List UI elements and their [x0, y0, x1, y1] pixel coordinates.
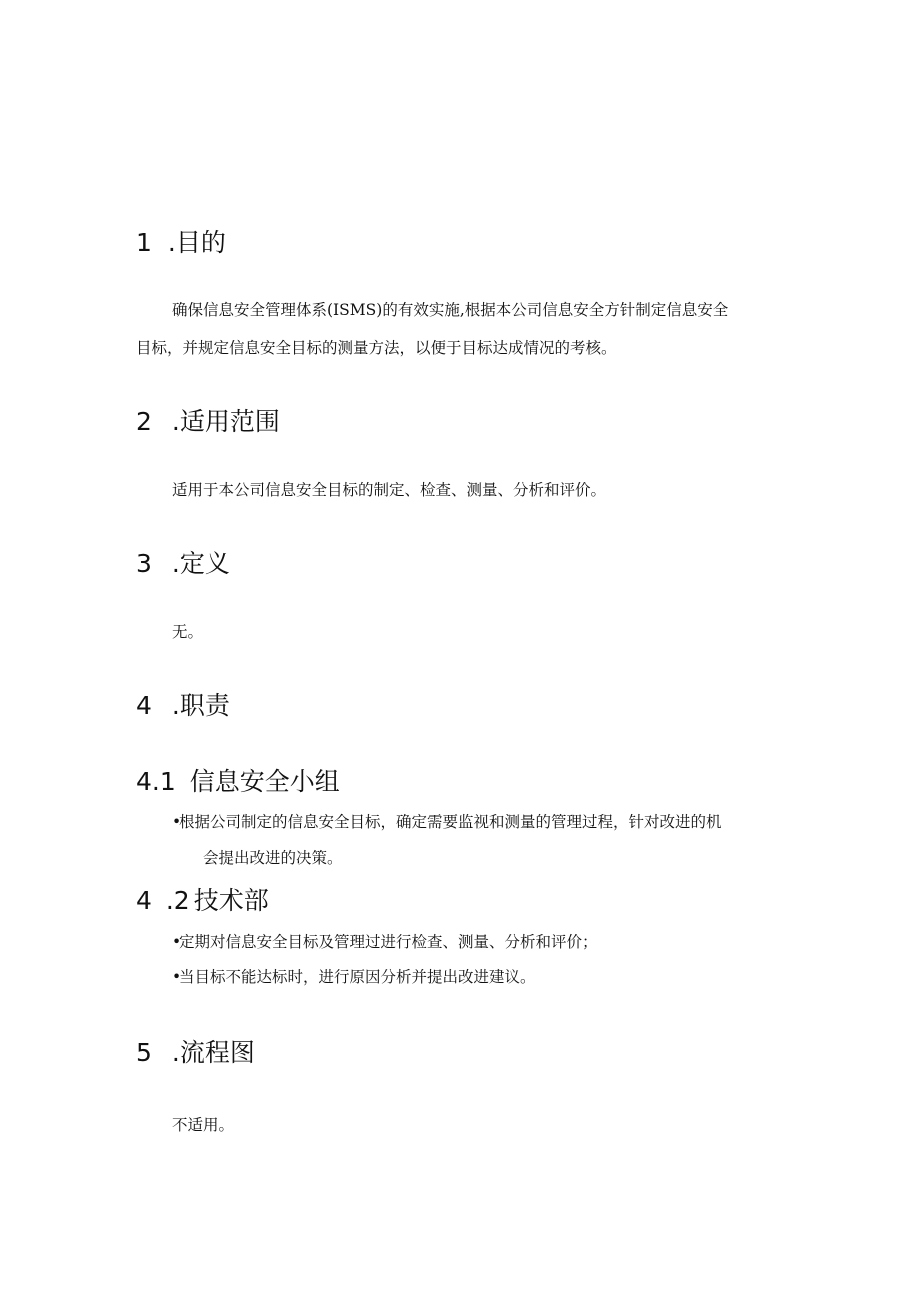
flowchart-paragraph: 不适用。 [172, 1116, 235, 1134]
bullet-text: 当目标不能达标时，进行原因分析并提出改进建议。 [179, 968, 536, 986]
security-group-bullet-continuation: 会提出改进的决策。 [203, 849, 343, 867]
subsection-number: 4 [136, 886, 152, 915]
section-title: 适用范围 [179, 407, 280, 436]
section-number: 3 [136, 549, 152, 578]
section-title: 定义 [179, 549, 230, 578]
section-heading-flowchart [136, 1038, 255, 1068]
section-number: 4 [136, 691, 152, 720]
purpose-paragraph-line-2: 目标，并规定信息安全目标的测量方法，以便于目标达成情况的考核。 [136, 339, 617, 357]
section-number: 5 [136, 1038, 152, 1067]
subsection-number: 4.1 [136, 767, 176, 796]
subsection-title: 技术部 [193, 886, 269, 915]
tech-dept-bullet-1 [172, 932, 598, 952]
definition-paragraph: 无。 [172, 623, 204, 641]
section-number-dot: . [167, 228, 176, 257]
section-number: 1 [136, 228, 152, 257]
section-number-dot: . [171, 407, 180, 436]
section-title: 流程图 [179, 1038, 255, 1067]
section-title: 职责 [179, 691, 230, 720]
purpose-paragraph-line-1: 确保信息安全管理体系(ISMS)的有效实施,根据本公司信息安全方针制定信息安全 [172, 301, 729, 319]
section-number-dot: . [171, 691, 180, 720]
subsection-heading-tech-dept [136, 886, 269, 916]
section-number-dot: . [171, 549, 180, 578]
section-number: 2 [136, 407, 152, 436]
subsection-heading-security-group [136, 767, 340, 797]
bullet-text: 定期对信息安全目标及管理过进行检查、测量、分析和评价； [179, 933, 598, 951]
section-heading-scope [136, 407, 280, 437]
tech-dept-bullet-2 [172, 967, 536, 987]
bullet-icon: • [172, 933, 182, 951]
section-heading-responsibilities [136, 691, 230, 721]
scope-paragraph: 适用于本公司信息安全目标的制定、检查、测量、分析和评价。 [172, 481, 607, 499]
section-heading-purpose [136, 228, 226, 258]
section-number-dot: . [171, 1038, 180, 1067]
security-group-bullet [172, 812, 722, 832]
bullet-text: 根据公司制定的信息安全目标，确定需要监视和测量的管理过程，针对改进的机 [179, 813, 722, 831]
section-heading-definition [136, 549, 230, 579]
section-title: 目的 [175, 228, 226, 257]
subsection-title: 信息安全小组 [189, 767, 340, 796]
bullet-icon: • [172, 813, 182, 831]
bullet-icon: • [172, 968, 182, 986]
subsection-number-suffix: .2 [165, 886, 190, 915]
